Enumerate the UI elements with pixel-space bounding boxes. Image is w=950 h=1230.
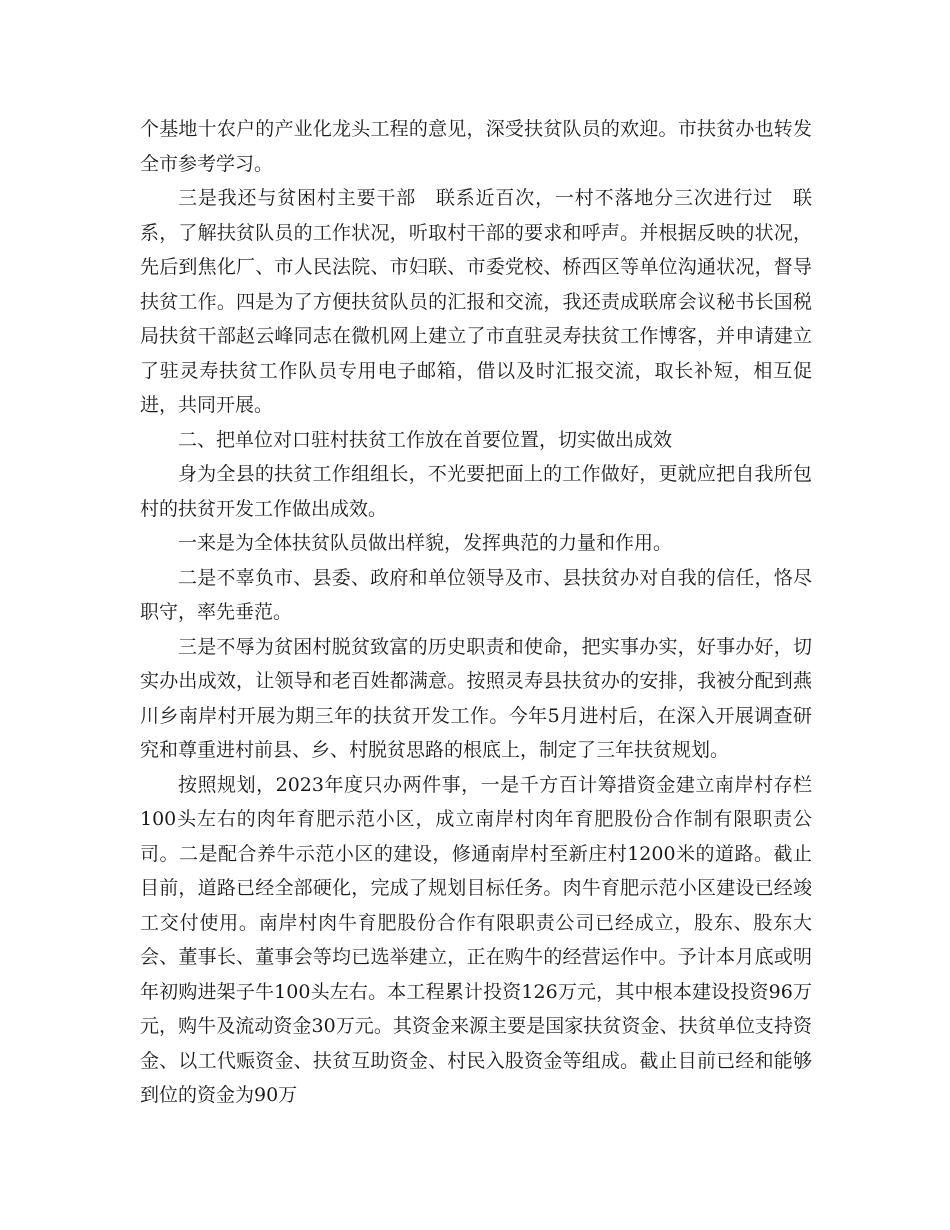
paragraph: 三是不辱为贫困村脱贫致富的历史职责和使命，把实事办实，好事办好，切实办出成效，让领导和老百姓都满意。按照灵寿县扶贫办的安排，我被分配到燕川乡南岸村开展为期三年的扶贫开发工作。今年5月进村后，在深入开展调查研究和尊重进村前县、乡、村脱贫思路的根底上，制定了三年扶贫规划。 bbox=[140, 635, 812, 761]
paragraph: 身为全县的扶贫工作组组长，不光要把面上的工作做好，更就应把自我所包村的扶贫开发工作做出成效。 bbox=[140, 463, 812, 520]
paragraph: 三是我还与贫困村主要干部 联系近百次，一村不落地分三次进行过 联系，了解扶贫队员的工作状况，听取村干部的要求和呼声。并根据反映的状况，先后到焦化厂、市人民法院、市妇联、市委党校、桥西区等单位沟通状况，督导扶贫工作。四是为了方便扶贫队员的汇报和交流，我还责成联席会议秘书长国税局扶贫干部赵云峰同志在微机网上建立了市直驻灵寿扶贫工作博客，并申请建立了驻灵寿扶贫工作队员专用电子邮箱，借以及时汇报交流，取长补短，相互促进，共同开展。 bbox=[140, 187, 812, 416]
paragraph: 二是不辜负市、县委、政府和单位领导及市、县扶贫办对自我的信任，恪尽职守，率先垂范。 bbox=[140, 566, 812, 623]
paragraph: 个基地十农户的产业化龙头工程的意见，深受扶贫队员的欢迎。市扶贫办也转发全市参考学习。 bbox=[140, 118, 812, 175]
paragraph: 一来是为全体扶贫队员做出样貌，发挥典范的力量和作用。 bbox=[178, 532, 673, 554]
document-page bbox=[140, 112, 812, 1113]
section-heading: 二、把单位对口驻村扶贫工作放在首要位置，切实做出成效 bbox=[178, 428, 673, 451]
paragraph: 按照规划，2023年度只办两件事，一是千方百计筹措资金建立南岸村存栏100头左右的肉年育肥示范小区，成立南岸村肉年育肥股份合作制有限职责公司。二是配合养牛示范小区的建设，修通南岸村至新庄村1200米的道路。截止目前，道路已经全部硬化，完成了规划目标任务。肉牛育肥示范小区建设已经竣工交付使用。南岸村肉牛育肥股份合作有限职责公司已经成立，股东、股东大会、董事长、董事会等均已选举建立，正在购牛的经营运作中。予计本月底或明年初购进架子牛100头左右。本工程累计投资126万元，其中根本建设投资96万元，购牛及流动资金30万元。其资金来源主要是国家扶贫资金、扶贫单位支持资金、以工代赈资金、扶贫互助资金、村民入股资金等组成。截止目前已经和能够到位的资金为90万 bbox=[140, 773, 812, 1106]
